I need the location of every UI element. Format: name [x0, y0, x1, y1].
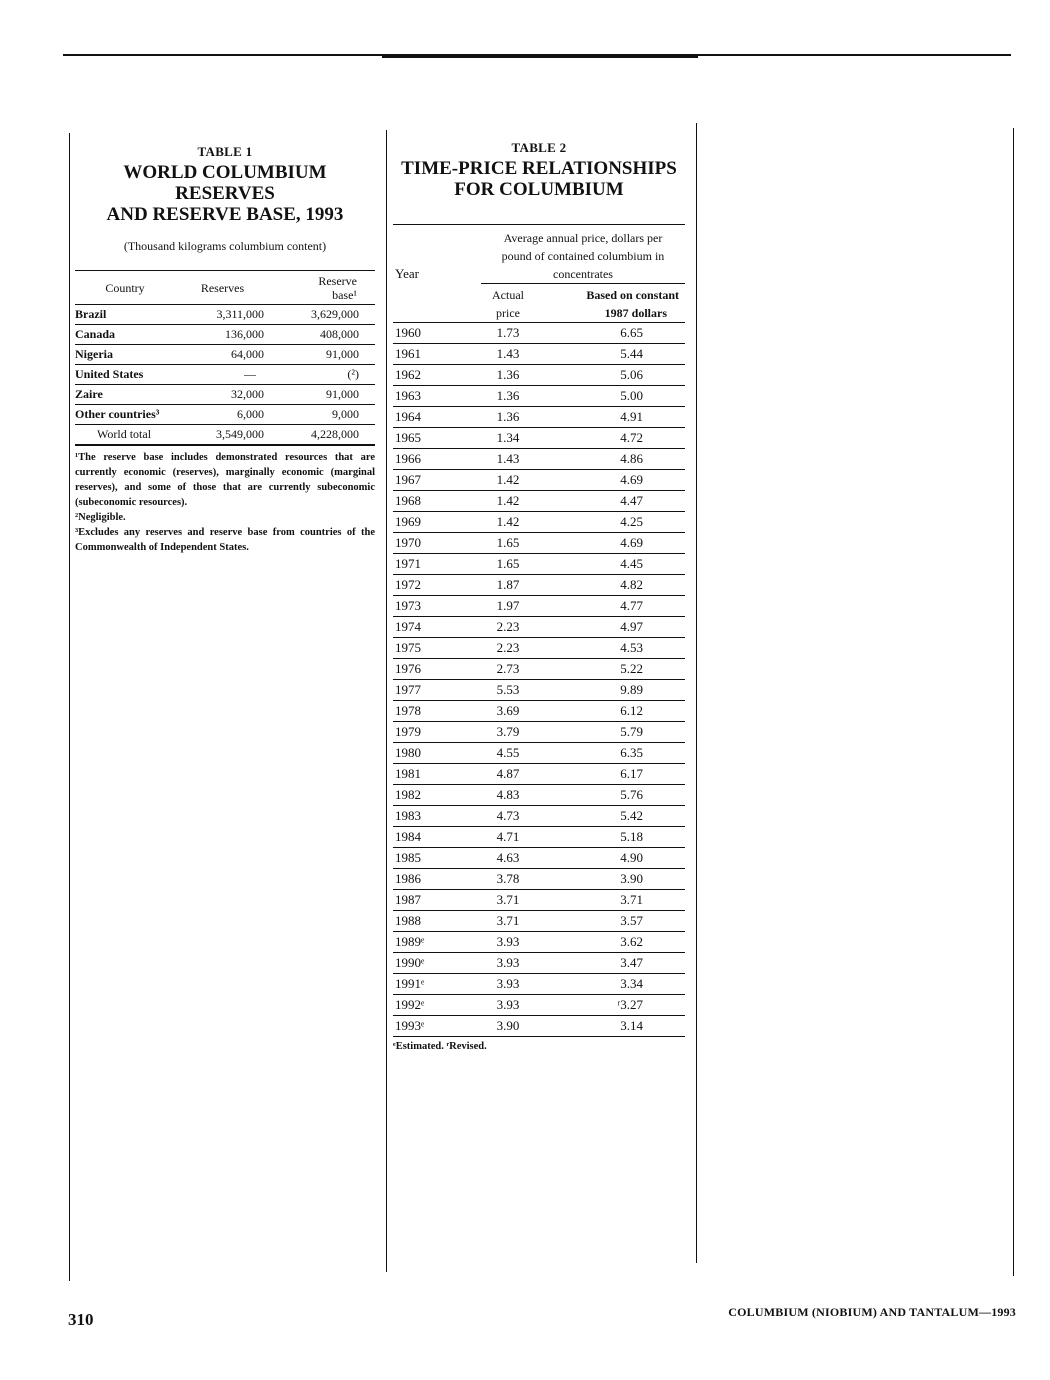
reserves-cell: 3,549,000 [175, 425, 270, 446]
table2-title-line1: TIME-PRICE RELATIONSHIPS [401, 158, 677, 179]
year-cell: 1989ᵉ [393, 932, 481, 953]
table1-header-country: Country [75, 271, 175, 305]
table2-header-group [481, 225, 685, 284]
year-cell: 1981 [393, 764, 481, 785]
table-row [75, 385, 375, 405]
table-row [393, 554, 685, 575]
actual-price-cell: 1.34 [481, 428, 535, 449]
actual-price-cell: 4.63 [481, 848, 535, 869]
constant-price-cell: 3.34 [535, 974, 685, 995]
constant-price-cell: 5.06 [535, 365, 685, 386]
table2-header-actual-line2: price [496, 306, 520, 320]
actual-price-cell: 3.93 [481, 995, 535, 1016]
table2-header-constant [535, 284, 685, 323]
actual-price-cell: 1.42 [481, 512, 535, 533]
country-cell: Canada [75, 325, 175, 345]
table1-footnotes [75, 450, 375, 555]
actual-price-cell: 1.65 [481, 554, 535, 575]
year-cell: 1985 [393, 848, 481, 869]
table-row [393, 890, 685, 911]
constant-price-cell: 5.42 [535, 806, 685, 827]
reserves-cell: 3,311,000 [175, 305, 270, 325]
year-cell: 1978 [393, 701, 481, 722]
year-cell: 1966 [393, 449, 481, 470]
actual-price-cell: 2.23 [481, 638, 535, 659]
actual-price-cell: 1.36 [481, 365, 535, 386]
table1-title [75, 162, 375, 225]
year-cell: 1960 [393, 323, 481, 344]
table2-title [393, 158, 685, 200]
constant-price-cell: 9.89 [535, 680, 685, 701]
constant-price-cell: 4.77 [535, 596, 685, 617]
actual-price-cell: 3.71 [481, 890, 535, 911]
column-divider-right [1013, 128, 1014, 1276]
table-row [393, 470, 685, 491]
table2-header-group-line1: Average annual price, dollars per [503, 231, 663, 245]
table1-label: TABLE 1 [197, 144, 253, 159]
year-cell: 1982 [393, 785, 481, 806]
table-row [393, 575, 685, 596]
constant-price-cell: 4.69 [535, 470, 685, 491]
year-cell: 1993ᵉ [393, 1016, 481, 1037]
table1-header-base-line1: Reserve [318, 274, 357, 288]
year-cell: 1965 [393, 428, 481, 449]
table-row [393, 701, 685, 722]
year-cell: 1983 [393, 806, 481, 827]
table-row [75, 405, 375, 425]
footnote-3: ³Excludes any reserves and reserve base from countries of the Commonwealth of Independent States. [75, 527, 375, 553]
table-row [75, 365, 375, 385]
column-divider-left [69, 133, 70, 1281]
table2-header-group-line2: pound of contained columbium in [501, 249, 665, 263]
running-title: COLUMBIUM (NIOBIUM) AND TANTALUM—1993 [728, 1305, 1016, 1319]
table-row [393, 806, 685, 827]
year-cell: 1976 [393, 659, 481, 680]
year-cell: 1967 [393, 470, 481, 491]
table-row [393, 323, 685, 344]
constant-price-cell: 4.97 [535, 617, 685, 638]
table1-block [75, 144, 375, 555]
table1-title-line2: AND RESERVE BASE, 1993 [106, 204, 344, 225]
table2-body [393, 323, 685, 1037]
table-row [393, 491, 685, 512]
constant-price-cell: 3.57 [535, 911, 685, 932]
table-row [393, 869, 685, 890]
reserves-cell: 64,000 [175, 345, 270, 365]
table2-header-actual-line1: Actual [492, 288, 524, 302]
year-cell: 1973 [393, 596, 481, 617]
table-row [393, 827, 685, 848]
table-row [393, 974, 685, 995]
year-cell: 1968 [393, 491, 481, 512]
constant-price-cell: 5.79 [535, 722, 685, 743]
country-cell: Nigeria [75, 345, 175, 365]
table1-header-row [75, 271, 375, 305]
table1-subtitle: (Thousand kilograms columbium content) [123, 239, 327, 253]
constant-price-cell: 5.22 [535, 659, 685, 680]
reserves-cell: — [175, 365, 270, 385]
actual-price-cell: 4.71 [481, 827, 535, 848]
actual-price-cell: 1.42 [481, 470, 535, 491]
actual-price-cell: 1.97 [481, 596, 535, 617]
table1-header-base-line2: base¹ [332, 288, 357, 302]
reserve-base-cell: 3,629,000 [270, 305, 375, 325]
year-cell: 1980 [393, 743, 481, 764]
actual-price-cell: 1.87 [481, 575, 535, 596]
year-cell: 1979 [393, 722, 481, 743]
constant-price-cell: 5.00 [535, 386, 685, 407]
table-row [393, 785, 685, 806]
table-row [393, 1016, 685, 1037]
year-cell: 1974 [393, 617, 481, 638]
actual-price-cell: 3.93 [481, 953, 535, 974]
year-cell: 1984 [393, 827, 481, 848]
table-row [393, 848, 685, 869]
year-cell: 1975 [393, 638, 481, 659]
year-cell: 1991ᵉ [393, 974, 481, 995]
constant-price-cell: 6.65 [535, 323, 685, 344]
table-row [393, 764, 685, 785]
table-row [393, 365, 685, 386]
year-cell: 1962 [393, 365, 481, 386]
table2-header-constant-line2: 1987 dollars [604, 306, 667, 320]
reserve-base-cell: 91,000 [270, 345, 375, 365]
actual-price-cell: 2.73 [481, 659, 535, 680]
reserves-cell: 136,000 [175, 325, 270, 345]
constant-price-cell: 4.53 [535, 638, 685, 659]
table-row [393, 386, 685, 407]
actual-price-cell: 1.43 [481, 449, 535, 470]
constant-price-cell: 4.47 [535, 491, 685, 512]
table2-header-row-1 [393, 225, 685, 284]
year-cell: 1990ᵉ [393, 953, 481, 974]
year-cell: 1971 [393, 554, 481, 575]
country-cell: Other countries³ [75, 405, 175, 425]
actual-price-cell: 3.79 [481, 722, 535, 743]
country-cell: United States [75, 365, 175, 385]
actual-price-cell: 1.73 [481, 323, 535, 344]
table-row [393, 680, 685, 701]
constant-price-cell: 3.47 [535, 953, 685, 974]
table1-header-reserves: Reserves [175, 271, 270, 305]
actual-price-cell: 3.69 [481, 701, 535, 722]
table-row [393, 722, 685, 743]
country-cell: Brazil [75, 305, 175, 325]
table-row [75, 345, 375, 365]
actual-price-cell: 1.43 [481, 344, 535, 365]
table-row [393, 533, 685, 554]
table-row [393, 449, 685, 470]
constant-price-cell: 3.71 [535, 890, 685, 911]
constant-price-cell: 4.90 [535, 848, 685, 869]
table-row [393, 659, 685, 680]
year-cell: 1964 [393, 407, 481, 428]
actual-price-cell: 4.83 [481, 785, 535, 806]
actual-price-cell: 3.71 [481, 911, 535, 932]
actual-price-cell: 2.23 [481, 617, 535, 638]
constant-price-cell: 6.35 [535, 743, 685, 764]
constant-price-cell: 3.90 [535, 869, 685, 890]
table-row [393, 638, 685, 659]
actual-price-cell: 3.78 [481, 869, 535, 890]
table-row [393, 932, 685, 953]
constant-price-cell: 4.25 [535, 512, 685, 533]
constant-price-cell: ʳ3.27 [535, 995, 685, 1016]
reserves-cell: 6,000 [175, 405, 270, 425]
year-cell: 1972 [393, 575, 481, 596]
top-rule-bold-segment [382, 55, 698, 58]
actual-price-cell: 1.36 [481, 407, 535, 428]
year-cell: 1986 [393, 869, 481, 890]
constant-price-cell: 4.91 [535, 407, 685, 428]
actual-price-cell: 1.65 [481, 533, 535, 554]
table-row [393, 617, 685, 638]
year-cell: 1963 [393, 386, 481, 407]
country-cell: Zaire [75, 385, 175, 405]
actual-price-cell: 1.36 [481, 386, 535, 407]
constant-price-cell: 3.62 [535, 932, 685, 953]
table-row [393, 953, 685, 974]
footnote-2: ²Negligible. [75, 512, 126, 523]
table2-note: ᵉEstimated. ʳRevised. [393, 1041, 487, 1052]
table2-title-line2: FOR COLUMBIUM [454, 179, 624, 200]
year-cell: 1992ᵉ [393, 995, 481, 1016]
table2-block [393, 140, 685, 1052]
table2-label: TABLE 2 [511, 140, 567, 155]
actual-price-cell: 4.73 [481, 806, 535, 827]
reserve-base-cell: 91,000 [270, 385, 375, 405]
constant-price-cell: 6.17 [535, 764, 685, 785]
table-row [393, 407, 685, 428]
constant-price-cell: 4.82 [535, 575, 685, 596]
constant-price-cell: 4.86 [535, 449, 685, 470]
constant-price-cell: 5.76 [535, 785, 685, 806]
table1-header-reserve-base [270, 271, 375, 305]
year-cell: 1987 [393, 890, 481, 911]
constant-price-cell: 4.72 [535, 428, 685, 449]
reserve-base-cell: 4,228,000 [270, 425, 375, 446]
constant-price-cell: 4.45 [535, 554, 685, 575]
table-row [75, 325, 375, 345]
country-cell: World total [75, 425, 175, 446]
year-cell: 1988 [393, 911, 481, 932]
actual-price-cell: 1.42 [481, 491, 535, 512]
table2-header-constant-line1: Based on constant [586, 288, 679, 302]
table-row [393, 428, 685, 449]
reserves-cell: 32,000 [175, 385, 270, 405]
year-cell: 1969 [393, 512, 481, 533]
column-divider-middle [386, 130, 387, 1272]
table-row [75, 305, 375, 325]
footnote-1: ¹The reserve base includes demonstrated resources that are currently economic (reserves), marginally economic (marginal reserves), and some of those that are currently subeconomic (subeconomic resources). [75, 452, 375, 508]
table-row [393, 344, 685, 365]
constant-price-cell: 5.18 [535, 827, 685, 848]
reserve-base-cell: 408,000 [270, 325, 375, 345]
actual-price-cell: 4.55 [481, 743, 535, 764]
actual-price-cell: 3.93 [481, 932, 535, 953]
reserve-base-cell: 9,000 [270, 405, 375, 425]
page-number: 310 [68, 1310, 94, 1329]
table2-header-group-line3: concentrates [553, 267, 613, 281]
actual-price-cell: 5.53 [481, 680, 535, 701]
constant-price-cell: 4.69 [535, 533, 685, 554]
table-row [393, 743, 685, 764]
table-row [393, 995, 685, 1016]
year-cell: 1961 [393, 344, 481, 365]
constant-price-cell: 3.14 [535, 1016, 685, 1037]
table2-header-year: Year [393, 225, 481, 323]
actual-price-cell: 3.93 [481, 974, 535, 995]
table1-reserves-table [75, 270, 375, 446]
table-row [393, 512, 685, 533]
year-cell: 1970 [393, 533, 481, 554]
table-row [393, 911, 685, 932]
table1-title-line1: WORLD COLUMBIUM RESERVES [123, 162, 327, 204]
column-divider-table2-right [696, 123, 697, 1263]
reserve-base-cell: (²) [270, 365, 375, 385]
table-row-total [75, 425, 375, 446]
actual-price-cell: 4.87 [481, 764, 535, 785]
year-cell: 1977 [393, 680, 481, 701]
constant-price-cell: 6.12 [535, 701, 685, 722]
table2-price-table [393, 224, 685, 1037]
table-row [393, 596, 685, 617]
constant-price-cell: 5.44 [535, 344, 685, 365]
actual-price-cell: 3.90 [481, 1016, 535, 1037]
table2-header-actual [481, 284, 535, 323]
